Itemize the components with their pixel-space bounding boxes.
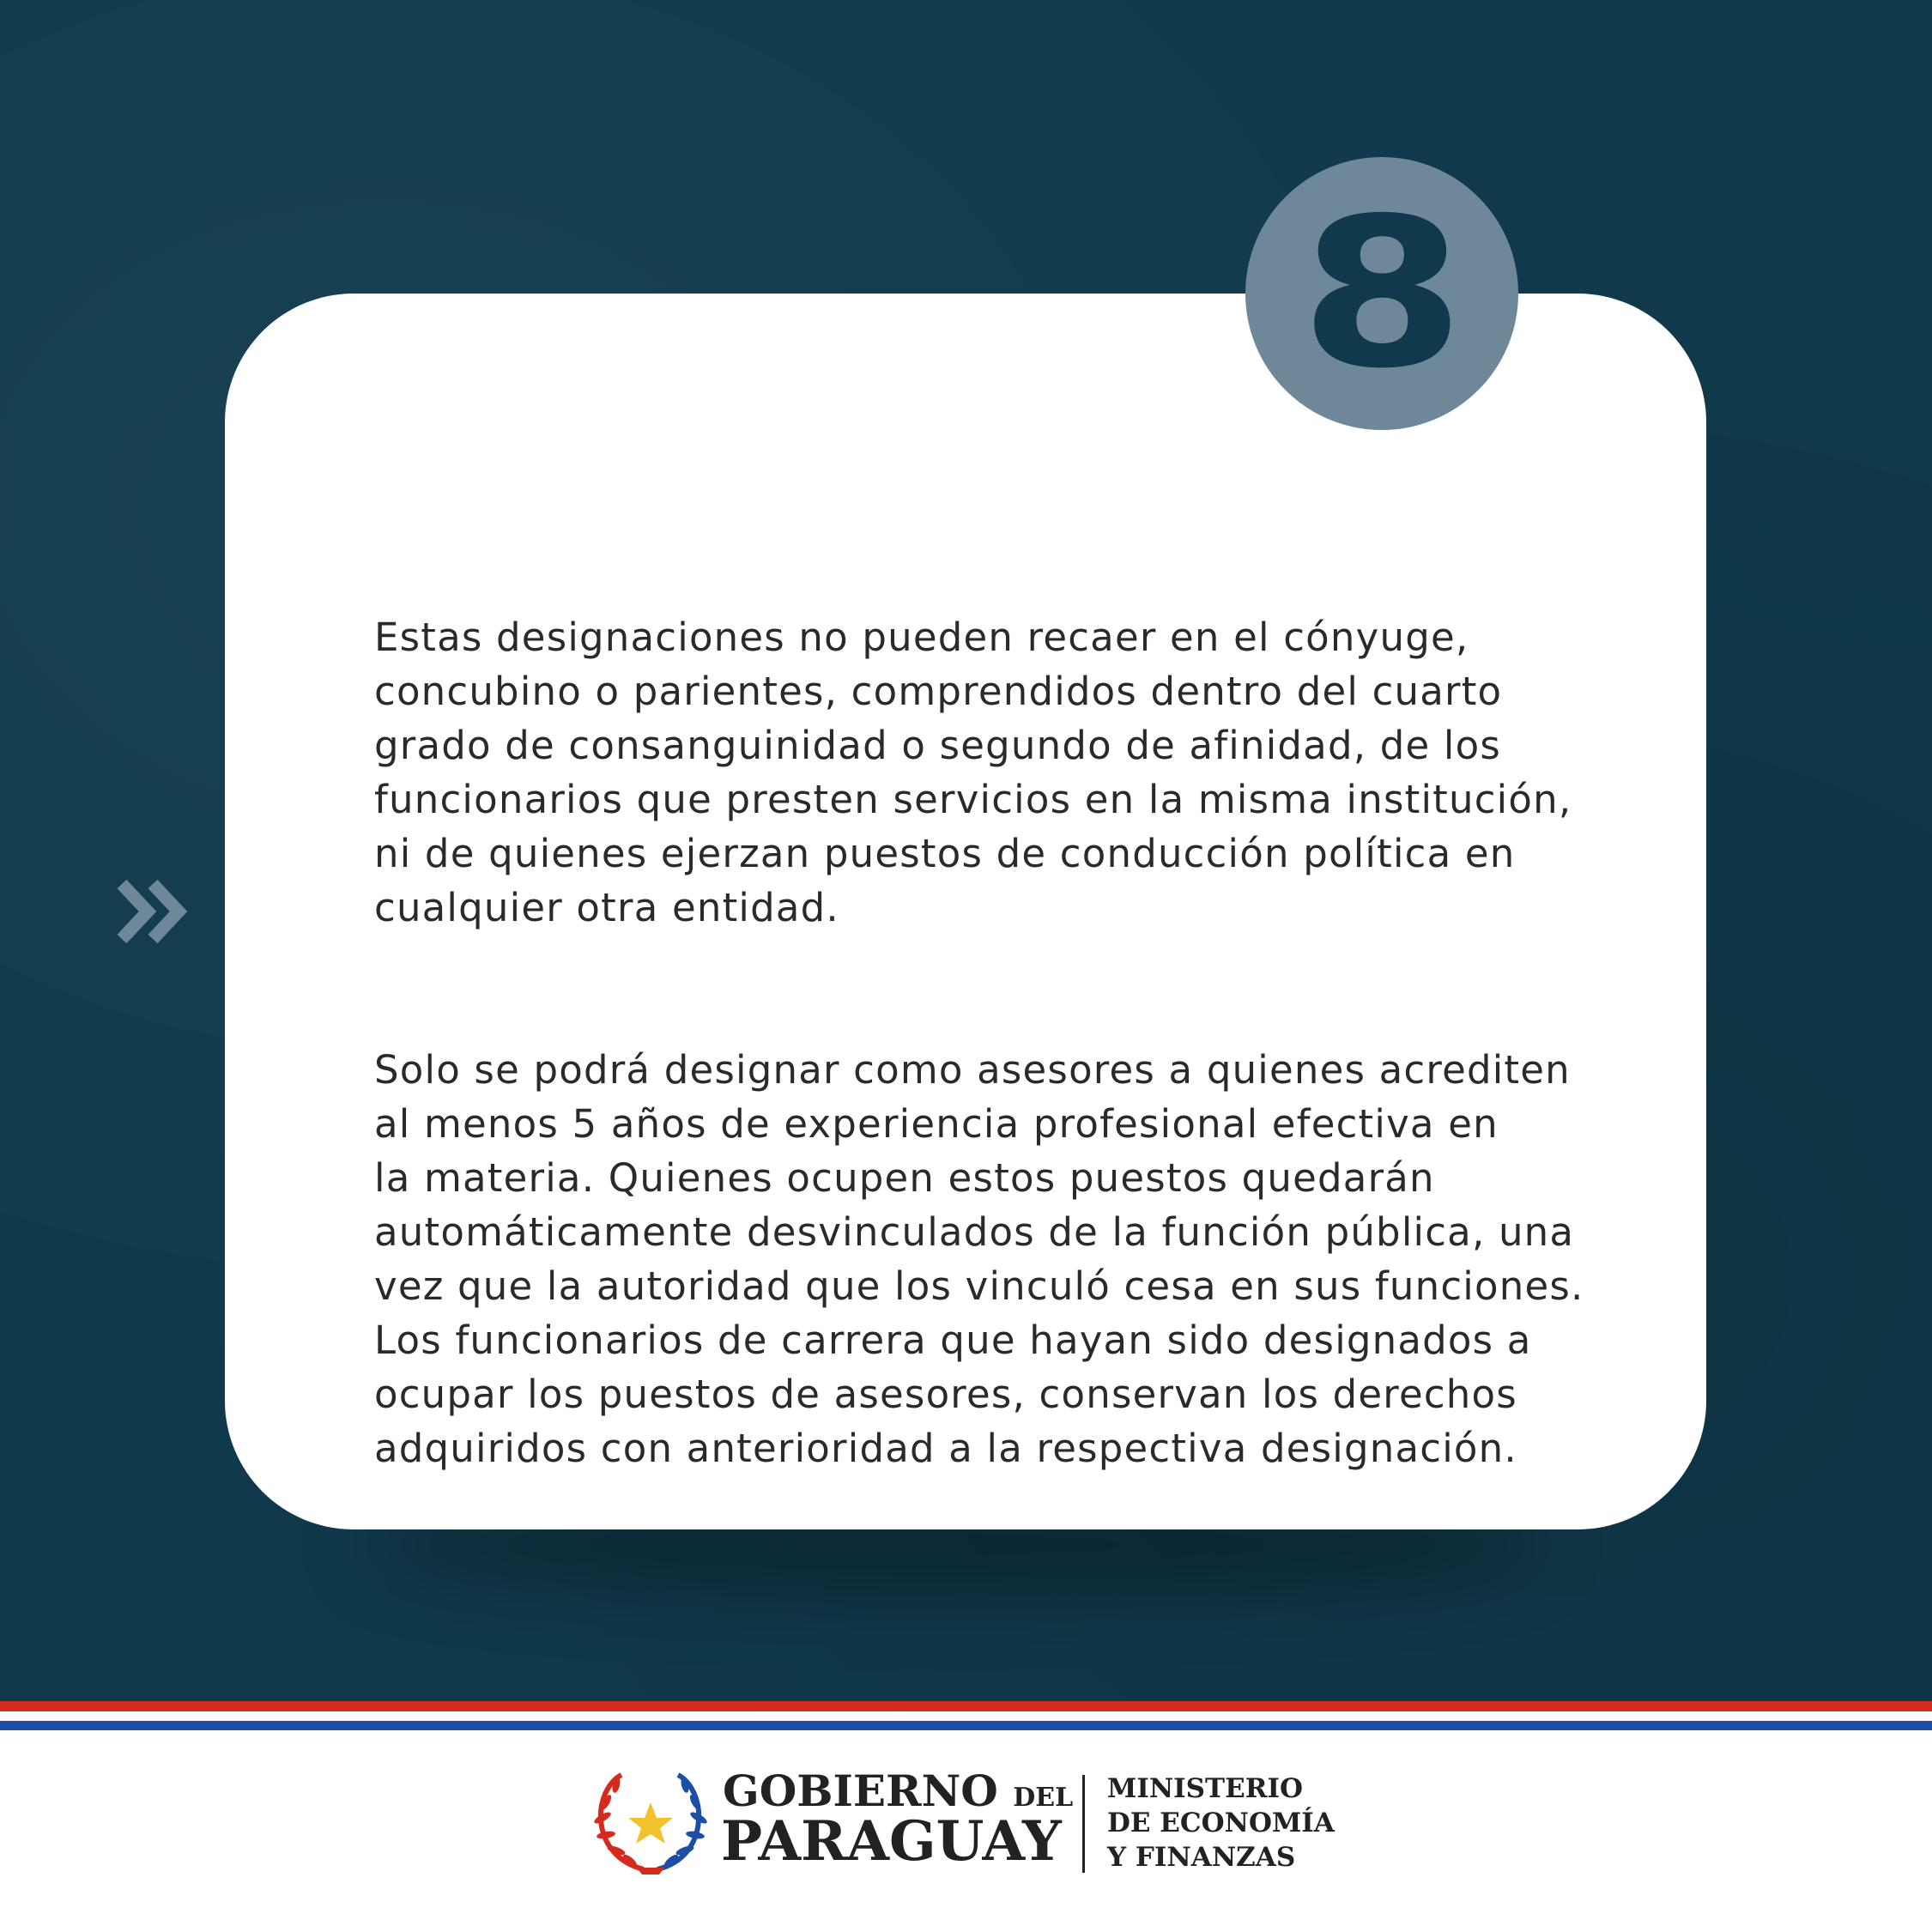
- government-country: PARAGUAY: [721, 1809, 1062, 1874]
- paragraph-1: Estas designaciones no pueden recaer en el cónyuge, concubino o parientes, comprendidos dentro del cuarto grado de consanguinidad o segundo de afinidad, de los funcionarios que presten servicios en la misma institución, ni de quienes ejerzan puestos de conducción política en cualquier otra entidad.: [374, 615, 1572, 930]
- government-word: GOBIERNO: [723, 1765, 998, 1816]
- flag-stripe-red: [0, 1701, 1932, 1711]
- government-del: DEL: [1013, 1783, 1074, 1813]
- flag-stripe-blue: [0, 1721, 1932, 1730]
- footer-divider: [1082, 1775, 1085, 1873]
- flag-stripe-white: [0, 1711, 1932, 1721]
- government-title: [723, 1765, 1074, 1816]
- ministry-line-2: DE ECONOMÍA: [1107, 1808, 1335, 1838]
- ministry-line-3: Y FINANZAS: [1107, 1842, 1296, 1873]
- paragraph-2: Solo se podrá designar como asesores a quienes acrediten al menos 5 años de experiencia profesional efectiva en la materia. Quienes ocupen estos puestos quedarán automáticamente desvinculados de la función pública, una vez que la autoridad que los vinculó cesa en sus funciones. Los funcionarios de carrera que hayan sido designados a ocupar los puestos de asesores, conservan los derechos adquiridos con anterioridad a la respectiva designación.: [374, 1047, 1584, 1471]
- number-badge-label: 8: [1299, 173, 1465, 414]
- double-chevron-right-icon[interactable]: [115, 877, 192, 946]
- ministry-name: [1107, 1772, 1335, 1874]
- body-text: [374, 556, 1593, 1584]
- ministry-line-1: MINISTERIO: [1107, 1773, 1304, 1804]
- number-badge: [1245, 157, 1518, 430]
- paraguay-coat-of-arms-icon: [591, 1768, 711, 1880]
